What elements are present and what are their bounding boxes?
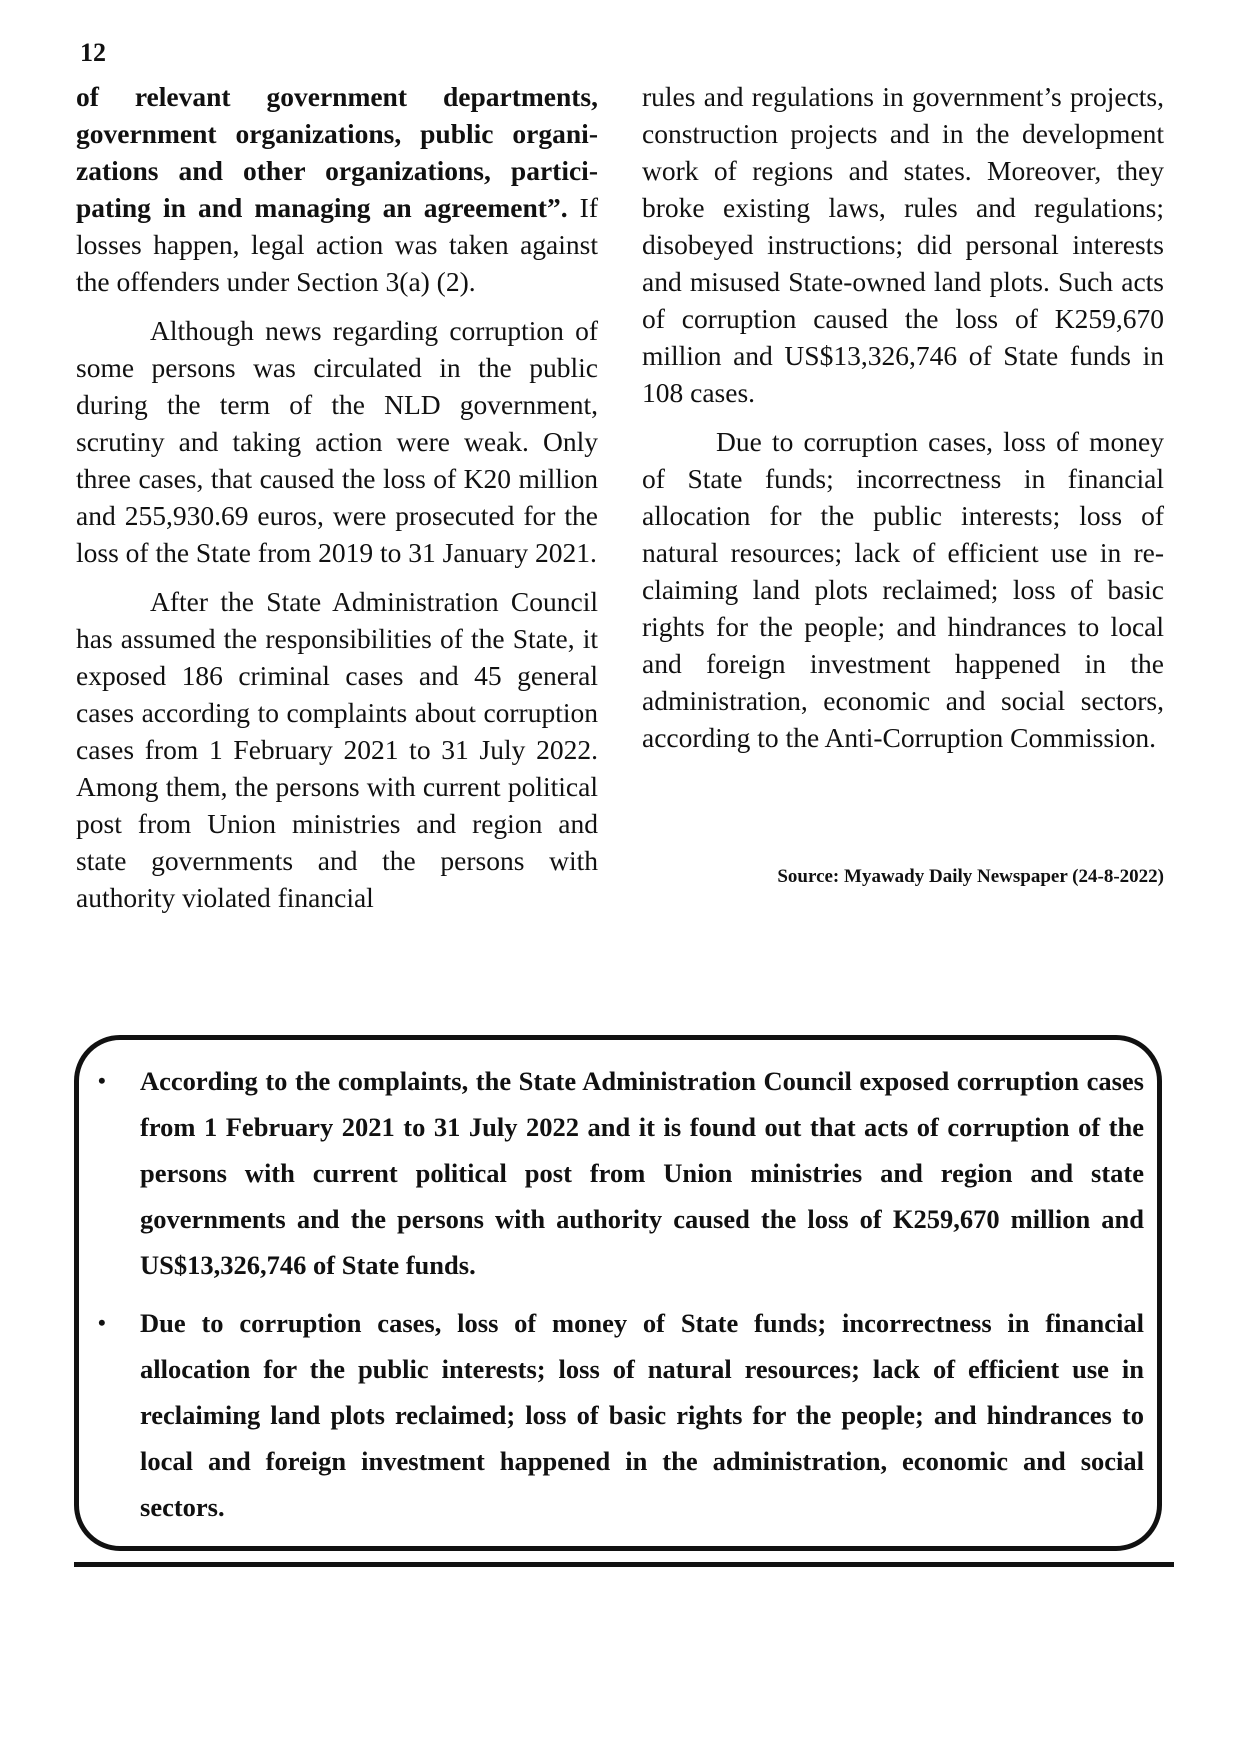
summary-item <box>94 1058 1144 1288</box>
page-number: 12 <box>80 38 106 67</box>
summary-item-text: Due to corruption cases, loss of money of State funds; incorrectness in financial allocation for the public interests; loss of natural resources; lack of efficient use in reclaiming land plots reclaimed; loss of basic rights for the people; and hindrances to local and foreign investment happened in the administration, economic and social sectors. <box>140 1308 1144 1522</box>
left-paragraph-2: Although news regarding corruption of some persons was circulated in the public during the term of the NLD government, scrutiny and taking action were weak. Only three cases, that caused the loss of K20 million and 255,930.69 euros, were prosecuted for the loss of the State from 2019 to 31 January 2021. <box>76 315 598 568</box>
left-paragraph-3: After the State Administration Council has assumed the responsibilities of the State, it exposed 186 criminal cases and 45 general cases according to complaints about corruption cases from 1 February 2021 to 31 July 2022. Among them, the persons with current political post from Union ministries and region and state governments and the persons with authority violated financial <box>76 586 598 913</box>
left-paragraph-1-text: If losses happen, legal action was taken against the offenders under Section 3(a) (2). <box>76 192 598 297</box>
bullet-icon: • <box>98 1068 106 1093</box>
right-column <box>642 78 1164 768</box>
left-paragraph-1-bold: of relevant government departments, government organizations, public organizations and other organizations, participating in and managing an agreement”. <box>76 81 598 223</box>
summary-list <box>94 1058 1144 1542</box>
right-paragraph-1: rules and regulations in government’s projects, construction projects and in the development work of regions and states. Moreover, they broke existing laws, rules and regulations; disobeyed instructions; did personal interests and misused State-owned land plots. Such acts of corruption caused the loss of K259,670 million and US$13,326,746 of State funds in 108 cases. <box>642 81 1164 408</box>
summary-item-text: According to the complaints, the State Administration Council exposed corruption cases from 1 February 2021 to 31 July 2022 and it is found out that acts of corruption of the persons with current political post from Union ministries and region and state governments and the persons with authority caused the loss of K259,670 million and US$13,326,746 of State funds. <box>140 1066 1144 1280</box>
bottom-rule <box>74 1562 1174 1567</box>
left-paragraph-1 <box>76 78 598 300</box>
left-column <box>76 78 598 928</box>
source-citation: Source: Myawady Daily Newspaper (24-8-2022) <box>777 866 1164 887</box>
bullet-icon: • <box>98 1310 106 1335</box>
summary-item <box>94 1300 1144 1530</box>
right-paragraph-2: Due to corruption cases, loss of money of State funds; incorrectness in financial allocation for the public interests; loss of natural resources; lack of efficient use in reclaiming land plots reclaimed; loss of basic rights for the people; and hindrances to local and foreign investment happened in the administration, economic and social sectors, according to the Anti-Corruption Commission. <box>642 426 1164 753</box>
